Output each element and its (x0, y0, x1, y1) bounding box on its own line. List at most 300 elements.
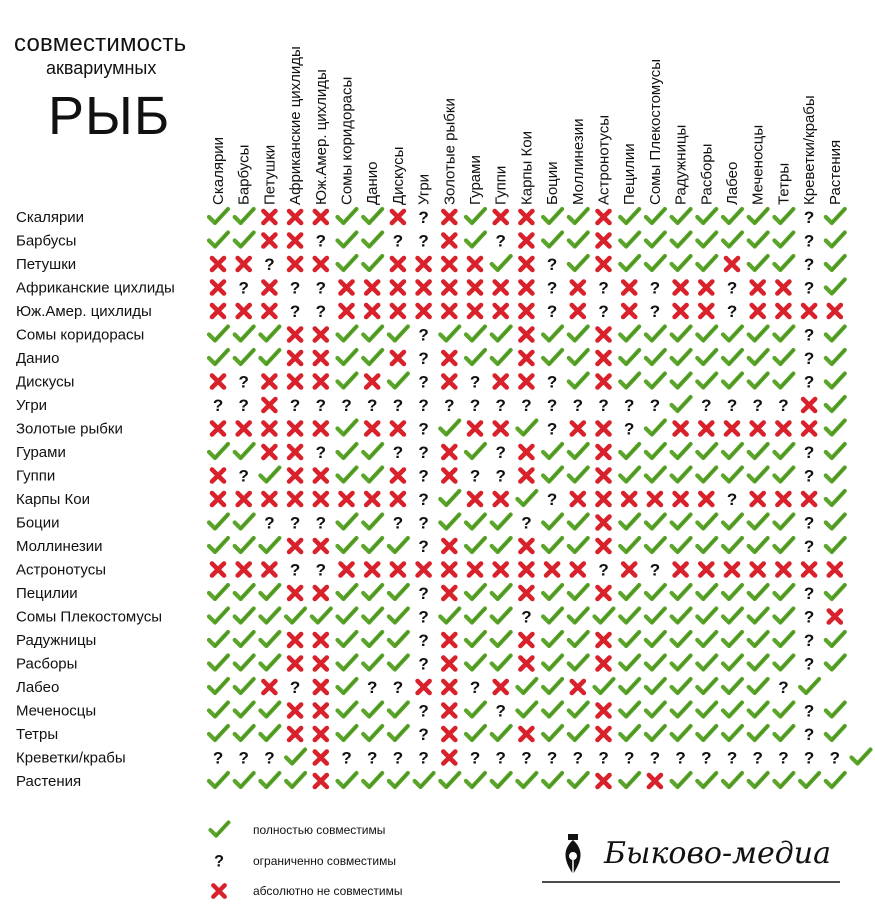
matrix-cell (726, 258, 738, 270)
matrix-cell (774, 726, 793, 740)
matrix-cell (826, 515, 845, 529)
matrix-cell (392, 258, 404, 270)
matrix-cell (520, 446, 532, 458)
matrix-cell (366, 376, 378, 388)
matrix-cell (363, 468, 382, 482)
matrix-cell (723, 632, 742, 646)
svg-text:?: ? (238, 748, 249, 768)
matrix-cell (315, 752, 327, 764)
matrix-cell (443, 587, 455, 599)
matrix-cell (826, 327, 845, 341)
matrix-cell (697, 327, 716, 341)
matrix-cell (620, 679, 639, 693)
matrix-cell (723, 374, 742, 388)
column-header: Скалярии (210, 136, 227, 205)
matrix-cell (701, 749, 711, 768)
svg-text:?: ? (289, 678, 301, 697)
row-header: Сомы коридорасы (16, 326, 145, 344)
matrix-cell (290, 678, 300, 697)
matrix-cell (598, 211, 610, 223)
matrix-cell (749, 444, 768, 458)
matrix-cell (338, 609, 357, 623)
matrix-cell (569, 656, 588, 670)
matrix-cell (466, 538, 485, 552)
matrix-cell (517, 703, 536, 717)
matrix-cell (466, 515, 485, 529)
matrix-cell (675, 305, 687, 317)
matrix-cell (543, 468, 562, 482)
svg-text:?: ? (418, 372, 429, 392)
matrix-cell (624, 396, 634, 415)
matrix-cell (697, 233, 716, 247)
matrix-cell (723, 350, 742, 364)
svg-text:?: ? (521, 396, 532, 415)
svg-text:?: ? (546, 419, 558, 439)
matrix-cell (209, 632, 228, 646)
matrix-cell (774, 703, 793, 717)
matrix-cell (646, 256, 665, 270)
matrix-cell (341, 493, 353, 505)
matrix-cell (572, 282, 584, 294)
matrix-cell (646, 209, 665, 223)
row-header: Угри (16, 397, 48, 414)
matrix-cell (443, 258, 455, 270)
matrix-cell (315, 470, 327, 482)
matrix-cell (289, 258, 301, 270)
matrix-cell (646, 444, 665, 458)
matrix-cell (235, 656, 254, 670)
matrix-cell (389, 585, 408, 599)
matrix-cell (393, 678, 403, 697)
matrix-cell (700, 564, 712, 576)
matrix-cell (492, 609, 511, 623)
matrix-cell (260, 773, 279, 787)
column-header: Меченосцы (749, 124, 767, 205)
matrix-cell (393, 232, 403, 251)
matrix-cell (367, 749, 377, 768)
matrix-cell (418, 631, 428, 650)
matrix-cell (443, 705, 455, 717)
matrix-cell (444, 396, 454, 415)
matrix-cell (418, 681, 430, 693)
matrix-cell (389, 538, 408, 552)
matrix-cell (263, 446, 275, 458)
matrix-cell (212, 493, 224, 505)
matrix-cell (672, 256, 691, 270)
matrix-cell (547, 490, 557, 509)
svg-text:?: ? (264, 513, 275, 533)
row-header: Дискусы (16, 373, 75, 391)
matrix-cell (366, 305, 378, 317)
matrix-cell (392, 470, 404, 482)
matrix-cell (774, 350, 793, 364)
matrix-cell (260, 726, 279, 740)
matrix-cell (749, 515, 768, 529)
svg-text:?: ? (495, 231, 506, 251)
matrix-cell (418, 749, 428, 768)
svg-text:?: ? (418, 513, 429, 533)
matrix-cell (543, 538, 562, 552)
matrix-cell (774, 773, 793, 787)
matrix-cell (418, 467, 428, 486)
matrix-cell (260, 538, 279, 552)
matrix-cell (672, 538, 691, 552)
matrix-cell (569, 233, 588, 247)
matrix-cell (646, 632, 665, 646)
svg-text:?: ? (289, 513, 301, 533)
matrix-cell (316, 514, 326, 533)
matrix-cell (440, 609, 459, 623)
matrix-cell (697, 444, 716, 458)
matrix-cell (341, 305, 353, 317)
matrix-cell (749, 538, 768, 552)
matrix-cell (777, 423, 789, 435)
matrix-cell (466, 350, 485, 364)
matrix-cell (543, 703, 562, 717)
matrix-cell (852, 750, 871, 764)
matrix-cell (363, 726, 382, 740)
matrix-cell (598, 493, 610, 505)
matrix-cell (598, 446, 610, 458)
matrix-cell (697, 609, 716, 623)
matrix-cell (727, 279, 737, 298)
svg-text:?: ? (803, 607, 815, 627)
matrix-cell (315, 540, 327, 552)
matrix-cell (547, 279, 557, 298)
matrix-cell (492, 632, 511, 646)
svg-text:?: ? (469, 748, 481, 768)
matrix-cell (650, 749, 660, 768)
matrix-cell (697, 679, 716, 693)
matrix-cell (752, 282, 764, 294)
svg-text:?: ? (418, 396, 429, 415)
matrix-cell (466, 209, 485, 223)
matrix-cell (212, 376, 224, 388)
svg-text:?: ? (752, 396, 763, 415)
matrix-cell (697, 538, 716, 552)
matrix-cell (778, 396, 788, 415)
svg-text:?: ? (598, 278, 609, 298)
matrix-cell (338, 726, 357, 740)
matrix-cell (470, 373, 480, 392)
svg-text:?: ? (315, 231, 326, 251)
matrix-cell (520, 728, 532, 740)
svg-text:?: ? (392, 231, 404, 251)
matrix-cell (338, 468, 357, 482)
svg-text:?: ? (238, 396, 249, 415)
matrix-cell (803, 493, 815, 505)
matrix-cell (213, 749, 223, 768)
svg-text:?: ? (418, 349, 429, 368)
svg-text:?: ? (469, 372, 481, 392)
svg-text:?: ? (289, 560, 301, 580)
matrix-cell (393, 749, 403, 768)
matrix-cell (826, 209, 845, 223)
svg-text:?: ? (598, 396, 609, 415)
matrix-cell (363, 256, 382, 270)
matrix-cell (443, 282, 455, 294)
matrix-cell (443, 376, 455, 388)
column-header: Сомы Плекостомусы (646, 58, 664, 205)
matrix-cell (470, 749, 480, 768)
matrix-cell (363, 656, 382, 670)
matrix-cell (826, 726, 845, 740)
matrix-cell (804, 514, 814, 533)
matrix-cell (598, 540, 610, 552)
matrix-cell (623, 282, 635, 294)
matrix-cell (418, 258, 430, 270)
matrix-cell (804, 255, 814, 274)
svg-text:?: ? (649, 560, 661, 580)
matrix-cell (520, 658, 532, 670)
svg-text:?: ? (701, 396, 712, 415)
matrix-cell (418, 373, 428, 392)
title-line-1: совместимость (14, 30, 187, 57)
row-header: Расборы (16, 655, 78, 673)
matrix-cell (363, 209, 382, 223)
matrix-cell (646, 350, 665, 364)
matrix-cell (235, 632, 254, 646)
matrix-cell (363, 703, 382, 717)
svg-text:?: ? (418, 443, 429, 462)
svg-text:?: ? (546, 748, 558, 768)
matrix-cell (749, 350, 768, 364)
matrix-cell (672, 585, 691, 599)
matrix-cell (804, 373, 814, 392)
matrix-cell (749, 632, 768, 646)
svg-text:?: ? (238, 466, 249, 486)
matrix-cell (289, 352, 301, 364)
matrix-cell (804, 443, 814, 462)
matrix-cell (363, 327, 382, 341)
row-header: Тетры (16, 726, 59, 743)
matrix-cell (829, 305, 841, 317)
matrix-cell (289, 376, 301, 388)
matrix-cell (443, 211, 455, 223)
svg-text:?: ? (264, 255, 275, 274)
question-icon (205, 849, 233, 873)
matrix-cell (804, 349, 814, 368)
matrix-cell (443, 305, 455, 317)
svg-text:?: ? (675, 748, 686, 768)
svg-text:?: ? (315, 396, 326, 415)
matrix-cell (466, 585, 485, 599)
column-header: Барбусы (235, 144, 253, 205)
matrix-cell (598, 517, 610, 529)
matrix-cell (749, 656, 768, 670)
matrix-cell (521, 608, 531, 627)
title-line-2: аквариумных (46, 58, 157, 78)
matrix-cell (389, 656, 408, 670)
matrix-cell (443, 470, 455, 482)
matrix-cell (239, 279, 249, 298)
matrix-cell (418, 608, 428, 627)
matrix-cell (392, 423, 404, 435)
matrix-cell (260, 350, 279, 364)
matrix-cell (804, 608, 814, 627)
matrix-cell (543, 233, 562, 247)
matrix-cell (569, 350, 588, 364)
matrix-cell (598, 396, 608, 415)
matrix-cell (573, 749, 583, 768)
matrix-cell (543, 679, 562, 693)
matrix-cell (777, 305, 789, 317)
matrix-cell (235, 609, 254, 623)
matrix-cell (209, 538, 228, 552)
matrix-cell (418, 655, 428, 674)
column-header: Гуппи (492, 165, 510, 205)
row-header: Барбусы (16, 232, 77, 250)
matrix-cell (598, 470, 610, 482)
matrix-cell (697, 468, 716, 482)
matrix-cell (466, 327, 485, 341)
matrix-cell (209, 703, 228, 717)
matrix-cell (312, 609, 331, 623)
row-header: Моллинезии (16, 538, 103, 555)
matrix-cell (520, 352, 532, 364)
matrix-cell (290, 396, 300, 415)
matrix-cell (752, 564, 764, 576)
matrix-cell (723, 773, 742, 787)
matrix-cell (727, 490, 737, 509)
matrix-cell (263, 376, 275, 388)
matrix-cell (492, 515, 511, 529)
column-header: Золотые рыбки (441, 98, 459, 205)
matrix-cell (778, 749, 788, 768)
matrix-cell (672, 726, 691, 740)
column-header: Боции (544, 161, 562, 205)
row-header: Меченосцы (16, 702, 97, 720)
matrix-cell (316, 443, 326, 462)
matrix-cell (774, 538, 793, 552)
matrix-cell (569, 444, 588, 458)
matrix-cell (492, 726, 511, 740)
matrix-cell (598, 235, 610, 247)
matrix-cell (675, 493, 687, 505)
matrix-cell (650, 302, 660, 321)
matrix-cell (315, 211, 327, 223)
matrix-cell (547, 749, 557, 768)
matrix-cell (803, 399, 815, 411)
svg-text:?: ? (803, 584, 815, 603)
matrix-cell (520, 470, 532, 482)
column-header: Юж.Амер. цихлиды (312, 69, 330, 205)
matrix-cell (315, 376, 327, 388)
matrix-cell (263, 399, 275, 411)
matrix-cell (338, 656, 357, 670)
matrix-cell (697, 632, 716, 646)
matrix-cell (393, 443, 403, 462)
matrix-cell (238, 258, 250, 270)
svg-text:?: ? (803, 466, 815, 486)
matrix-cell (263, 305, 275, 317)
svg-text:?: ? (521, 607, 532, 627)
matrix-cell (697, 656, 716, 670)
matrix-cell (418, 725, 428, 744)
matrix-cell (646, 656, 665, 670)
matrix-cell (238, 493, 250, 505)
matrix-cell (672, 632, 691, 646)
matrix-cell (363, 585, 382, 599)
matrix-cell (363, 609, 382, 623)
matrix-cell (650, 396, 660, 415)
matrix-cell (646, 703, 665, 717)
matrix-cell (598, 279, 608, 298)
svg-text:?: ? (598, 560, 609, 580)
matrix-cell (418, 305, 430, 317)
matrix-cell (804, 584, 814, 603)
matrix-cell (543, 632, 562, 646)
matrix-cell (774, 233, 793, 247)
svg-text:?: ? (726, 278, 738, 298)
matrix-cell (800, 773, 819, 787)
matrix-cell (260, 468, 279, 482)
matrix-cell (315, 423, 327, 435)
matrix-cell (646, 679, 665, 693)
matrix-cell (209, 656, 228, 670)
matrix-cell (496, 702, 506, 721)
matrix-cell (209, 444, 228, 458)
matrix-cell (572, 564, 584, 576)
matrix-cell (492, 350, 511, 364)
svg-text:?: ? (418, 607, 429, 627)
matrix-cell (727, 302, 737, 321)
svg-text:?: ? (495, 396, 506, 415)
matrix-cell (569, 468, 588, 482)
matrix-cell (260, 609, 279, 623)
matrix-cell (697, 703, 716, 717)
svg-text:?: ? (367, 396, 378, 415)
svg-text:?: ? (803, 231, 815, 251)
matrix-cell (749, 327, 768, 341)
row-header: Сомы Плекостомусы (16, 608, 163, 626)
matrix-cell (620, 256, 639, 270)
svg-text:?: ? (803, 631, 815, 650)
matrix-cell (646, 585, 665, 599)
matrix-cell (569, 327, 588, 341)
matrix-cell (826, 468, 845, 482)
matrix-cell (547, 255, 557, 274)
matrix-cell (804, 702, 814, 721)
row-header: Данио (16, 350, 60, 367)
matrix-cell (315, 352, 327, 364)
svg-text:?: ? (495, 466, 506, 486)
column-header: Дискусы (389, 146, 407, 205)
row-header: Боции (16, 514, 60, 532)
matrix-cell (829, 564, 841, 576)
matrix-cell (598, 587, 610, 599)
matrix-cell (209, 515, 228, 529)
svg-text:?: ? (803, 748, 815, 768)
svg-text:?: ? (418, 537, 429, 556)
matrix-cell (316, 302, 326, 321)
matrix-cell (672, 468, 691, 482)
svg-text:?: ? (418, 466, 429, 486)
matrix-cell (289, 235, 301, 247)
matrix-cell (826, 233, 845, 247)
matrix-cell (495, 282, 507, 294)
svg-text:?: ? (418, 325, 429, 345)
svg-text:?: ? (546, 278, 558, 298)
matrix-cell (672, 209, 691, 223)
matrix-cell (495, 681, 507, 693)
matrix-cell (363, 515, 382, 529)
matrix-cell (315, 728, 327, 740)
matrix-cell (495, 305, 507, 317)
matrix-cell (569, 726, 588, 740)
matrix-cell (774, 327, 793, 341)
matrix-cell (260, 632, 279, 646)
